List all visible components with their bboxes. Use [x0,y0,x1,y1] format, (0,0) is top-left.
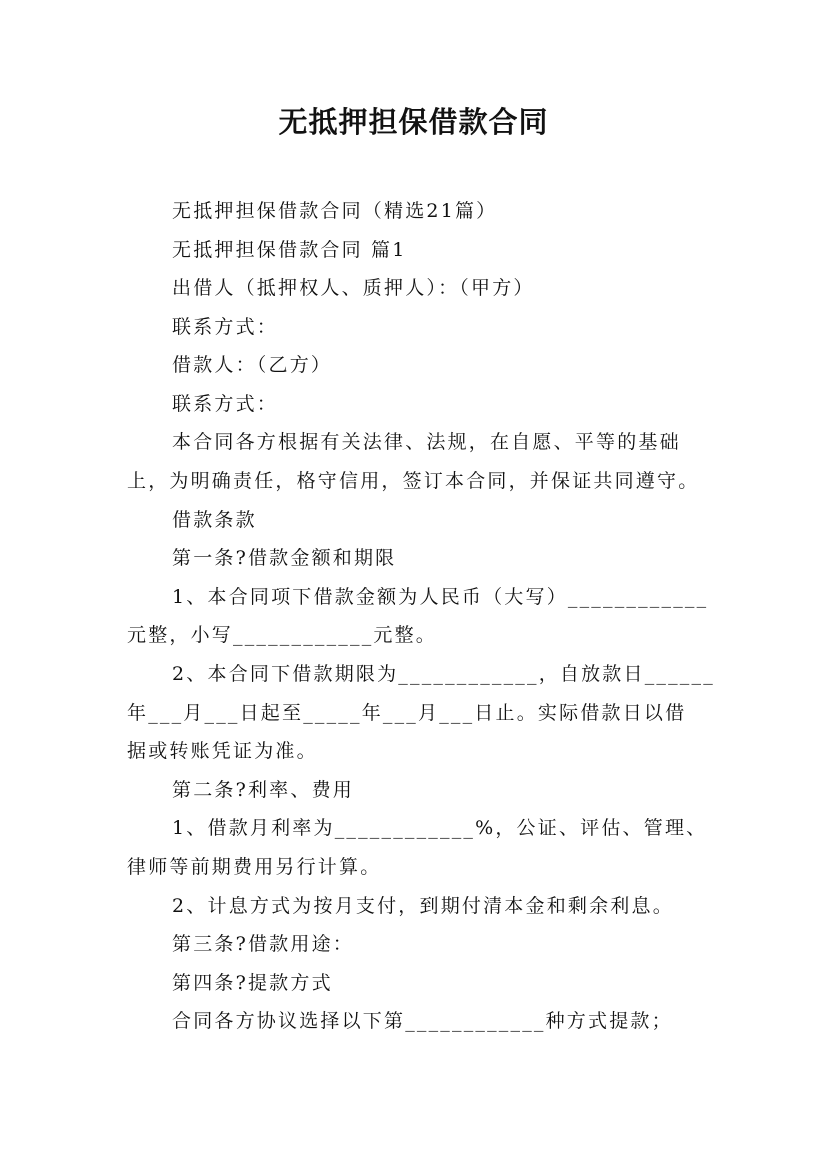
article-1-clause-2-line-2: 年___月___日起至_____年___月___日止。实际借款日以借 [127,702,687,724]
article-4-body: 合同各方协议选择以下第____________种方式提款； [172,1010,673,1032]
preamble-line-1: 本合同各方根据有关法律、法规，在自愿、平等的基础 [172,431,681,453]
loan-terms-heading: 借款条款 [172,509,257,531]
article-2-clause-1-line-1: 1、借款月利率为____________%，公证、评估、管理、 [172,817,708,839]
article-1-clause-1-line-2: 元整，小写____________元整。 [127,624,438,646]
article-1-heading: 第一条?借款金额和期限 [172,547,397,569]
lender-line: 出借人（抵押权人、质押人）：（甲方） [172,277,535,299]
article-1-clause-2-line-1: 2、本合同下借款期限为____________，自放款日______ [172,663,715,685]
borrower-line: 借款人：（乙方） [172,354,333,376]
lender-contact-line: 联系方式： [172,316,279,338]
article-4-heading: 第四条?提款方式 [172,972,333,994]
article-2-clause-1-line-2: 律师等前期费用另行计算。 [127,856,382,878]
article-1-clause-2-line-3: 据或转账凭证为准。 [127,740,318,762]
borrower-contact-line: 联系方式： [172,393,279,415]
subtitle-line: 无抵押担保借款合同（精选21篇） [172,200,498,222]
article-2-heading: 第二条?利率、费用 [172,779,354,801]
article-2-clause-2: 2、计息方式为按月支付，到期付清本金和剩余利息。 [172,895,674,917]
section-heading: 无抵押担保借款合同 篇1 [172,239,407,261]
article-3-heading: 第三条?借款用途： [172,933,354,955]
document-title: 无抵押担保借款合同 [278,105,549,139]
preamble-line-2: 上，为明确责任，格守信用，签订本合同，并保证共同遵守。 [127,470,700,492]
article-1-clause-1-line-1: 1、本合同项下借款金额为人民币（大写）____________ [172,586,709,608]
